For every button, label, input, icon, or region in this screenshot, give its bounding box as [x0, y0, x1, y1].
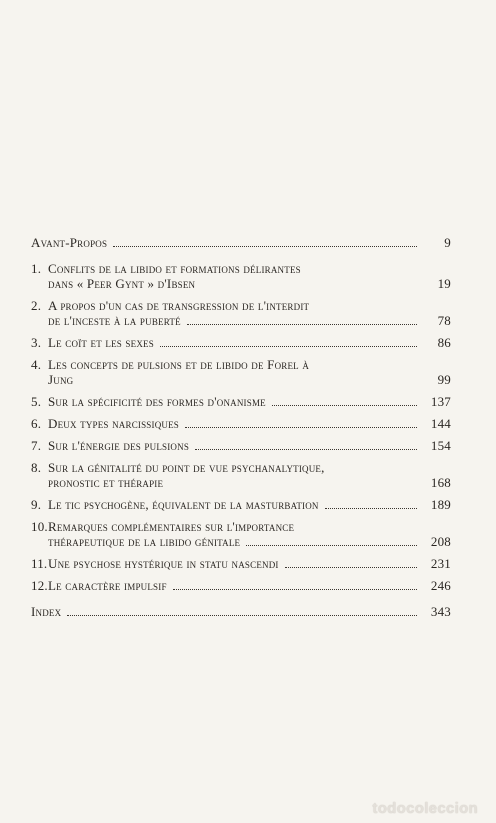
- chapter-number: 5.: [31, 394, 42, 409]
- toc-entry-chapter-5: [31, 394, 451, 409]
- toc-page-number: 154: [430, 438, 451, 453]
- toc-entry-chapter-12: [31, 578, 451, 593]
- chapter-number: 3.: [31, 335, 42, 350]
- toc-entry-chapter-8: [31, 460, 451, 490]
- dot-leader: [185, 426, 417, 428]
- toc-entry-title: Une psychose hystérique in statu nascendi: [48, 556, 279, 571]
- toc-entry-chapter-1: [31, 261, 451, 291]
- dot-leader: [79, 382, 417, 384]
- toc-entry-title: Conflits de la libido et formations délirantes: [48, 261, 301, 276]
- dot-leader: [160, 345, 417, 347]
- chapter-number: 9.: [31, 497, 42, 512]
- toc-entry-title-continued: pronostic et thérapie: [48, 475, 164, 490]
- toc-page-number: 168: [430, 475, 451, 490]
- dot-leader: [272, 404, 417, 406]
- toc-entry-title-continued: dans « Peer Gynt » d'Ibsen: [48, 276, 196, 291]
- toc-entry-title: Avant-Propos: [31, 235, 108, 250]
- toc-entry-title: Index: [31, 604, 62, 619]
- dot-leader: [173, 588, 417, 590]
- chapter-number: 2.: [31, 298, 42, 313]
- toc-entry-avant-propos: [31, 235, 451, 250]
- toc-page-number: 343: [430, 604, 451, 619]
- toc-page-number: 189: [430, 497, 451, 512]
- dot-leader: [246, 544, 417, 546]
- toc-entry-chapter-3: [31, 335, 451, 350]
- toc-entry-title: Les concepts de pulsions et de libido de Forel à: [48, 357, 310, 372]
- toc-entry-title: Remarques complémentaires sur l'importance: [48, 519, 295, 534]
- toc-entry-title: Le caractère impulsif: [48, 578, 167, 593]
- toc-page-number: 19: [437, 276, 451, 291]
- toc-entry-title-continued: de l'inceste à la puberté: [48, 313, 181, 328]
- toc-page-number: 208: [430, 534, 451, 549]
- dot-leader: [325, 507, 417, 509]
- toc-page-number: 246: [430, 578, 451, 593]
- chapter-number: 11.: [31, 556, 48, 571]
- chapter-number: 6.: [31, 416, 42, 431]
- toc-entry-title: Deux types narcissiques: [48, 416, 180, 431]
- toc-entry-chapter-11: [31, 556, 451, 571]
- chapter-number: 1.: [31, 261, 42, 276]
- toc-entry-chapter-2: [31, 298, 451, 328]
- toc-page-number: 78: [437, 313, 451, 328]
- toc-page-number: 9: [444, 235, 451, 250]
- toc-page-number: 99: [437, 372, 451, 387]
- toc-entry-index: [31, 604, 451, 619]
- dot-leader: [67, 614, 417, 616]
- chapter-number: 12.: [31, 578, 48, 593]
- toc-entry-title: Le coït et les sexes: [48, 335, 154, 350]
- dot-leader: [285, 566, 417, 568]
- chapter-number: 4.: [31, 357, 42, 372]
- toc-entry-title: Sur l'énergie des pulsions: [48, 438, 190, 453]
- chapter-number: 8.: [31, 460, 42, 475]
- toc-page-number: 144: [430, 416, 451, 431]
- dot-leader: [113, 245, 417, 247]
- toc-entry-chapter-7: [31, 438, 451, 453]
- toc-entry-chapter-9: [31, 497, 451, 512]
- chapter-number: 10.: [31, 519, 48, 534]
- toc-entry-chapter-10: [31, 519, 451, 549]
- watermark-logo: todocoleccion: [372, 800, 478, 817]
- dot-leader: [195, 448, 417, 450]
- dot-leader: [169, 485, 417, 487]
- toc-entry-title: Le tic psychogène, équivalent de la masturbation: [48, 497, 319, 512]
- toc-page-number: 86: [437, 335, 451, 350]
- toc-page-number: 137: [430, 394, 451, 409]
- toc-entry-title: Sur la génitalité du point de vue psychanalytique,: [48, 460, 325, 475]
- table-of-contents: [31, 235, 451, 619]
- toc-entry-chapter-6: [31, 416, 451, 431]
- toc-entry-title: Sur la spécificité des formes d'onanisme: [48, 394, 266, 409]
- chapter-number: 7.: [31, 438, 42, 453]
- dot-leader: [201, 286, 417, 288]
- toc-entry-title-continued: Jung: [48, 372, 74, 387]
- dot-leader: [187, 323, 417, 325]
- toc-entry-title: A propos d'un cas de transgression de l'interdit: [48, 298, 310, 313]
- toc-page-number: 231: [430, 556, 451, 571]
- toc-entry-chapter-4: [31, 357, 451, 387]
- toc-entry-title-continued: thérapeutique de la libido génitale: [48, 534, 241, 549]
